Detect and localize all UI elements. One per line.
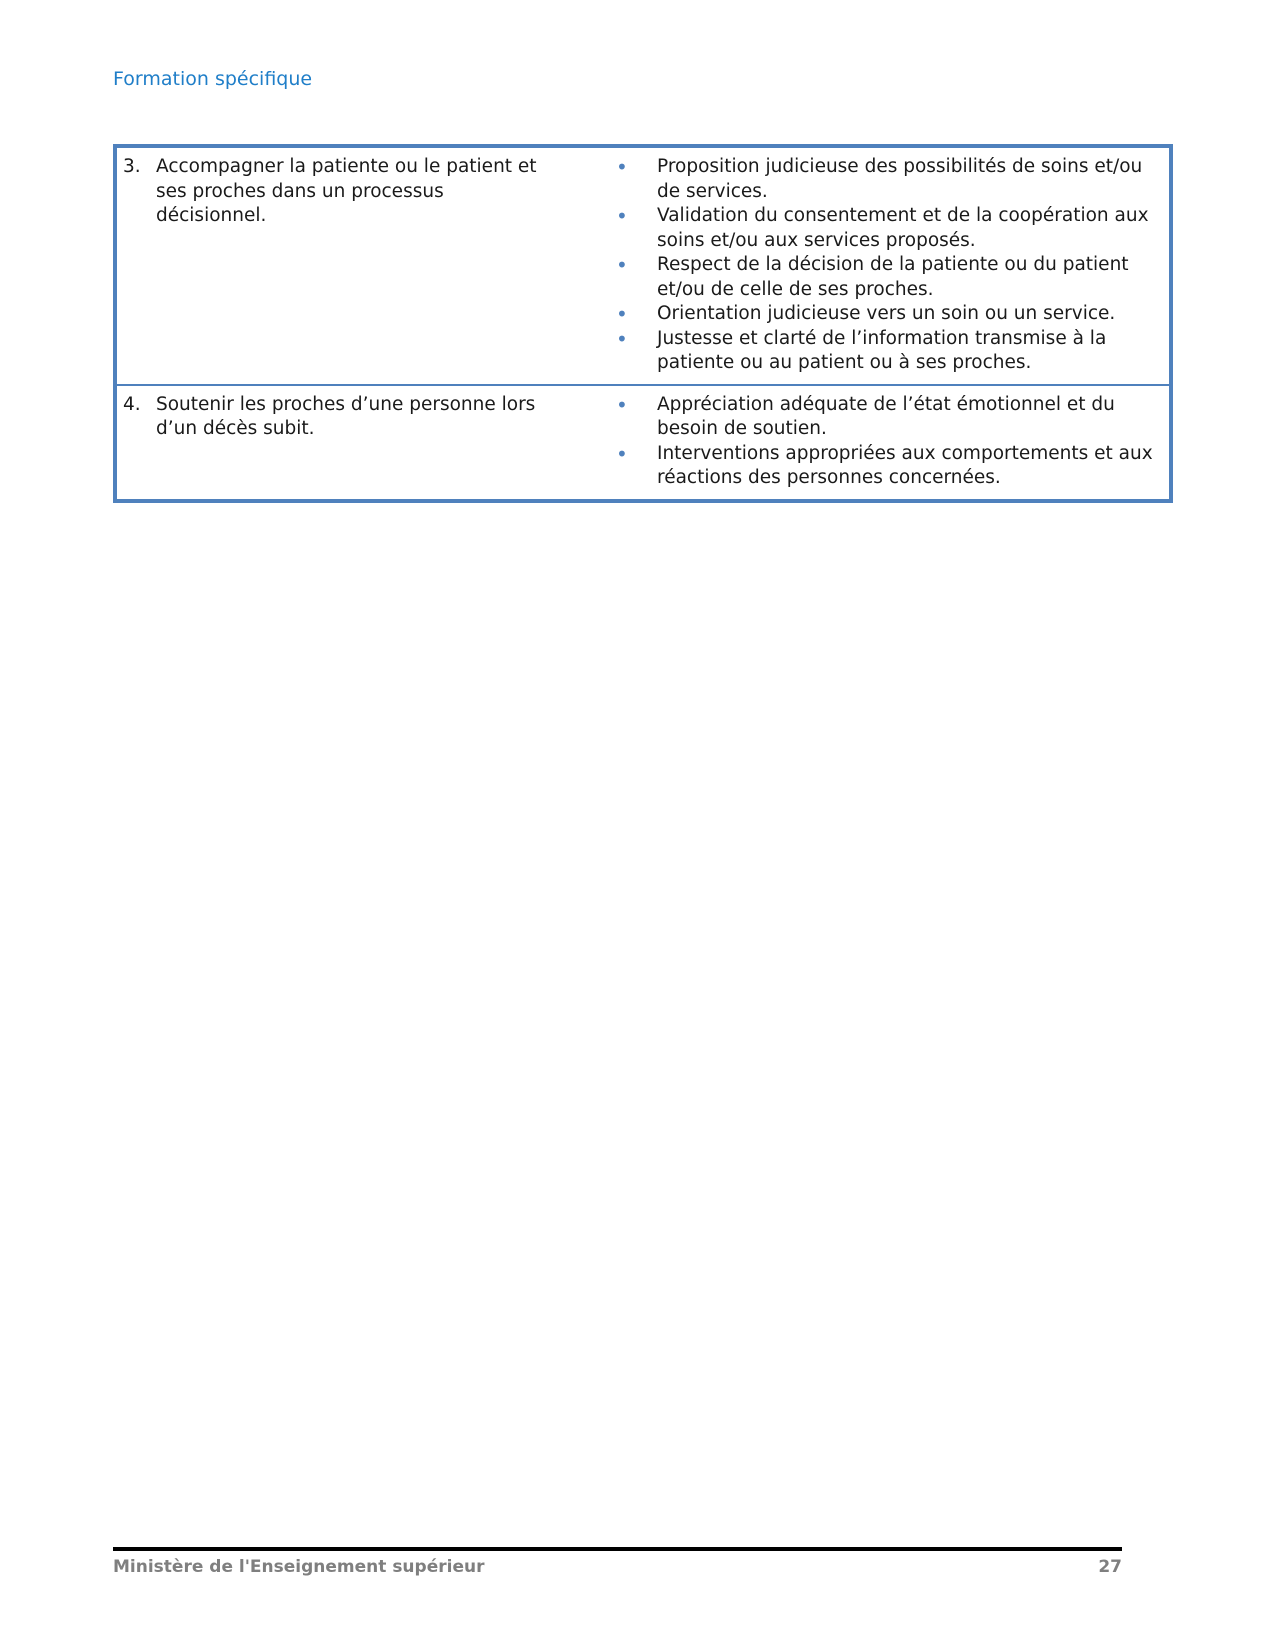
- criteria-item: • Respect de la décision de la patiente ou du patient et/ou de celle de ses proches.: [593, 253, 1163, 302]
- table-row: [115, 146, 1171, 385]
- objective-text: Soutenir les proches d’une personne lors d’un décès subit.: [156, 393, 536, 439]
- footer-divider: [113, 1547, 1122, 1551]
- criteria-item: • Appréciation adéquate de l’état émotionnel et du besoin de soutien.: [593, 393, 1163, 442]
- criteria-list: [593, 393, 1163, 491]
- objective-text: Accompagner la patiente ou le patient et ses proches dans un processus décisionnel.: [156, 156, 537, 226]
- criteria-cell: [587, 146, 1171, 385]
- objective-number: 4.: [123, 393, 141, 415]
- page-header: [113, 68, 312, 90]
- objective-cell: [115, 385, 587, 501]
- table-row: [115, 385, 1171, 501]
- criteria-item: • Interventions appropriées aux comportements et aux réactions des personnes concernées.: [593, 442, 1163, 491]
- page-footer: [113, 1547, 1122, 1577]
- footer-ministry-label: Ministère de l'Enseignement supérieur: [113, 1557, 485, 1577]
- header-title: Formation spécifique: [113, 68, 313, 90]
- criteria-cell: [587, 385, 1171, 501]
- criteria-item: • Proposition judicieuse des possibilités de soins et/ou de services.: [593, 155, 1163, 204]
- criteria-item: • Orientation judicieuse vers un soin ou un service.: [593, 302, 1163, 327]
- competency-table: [113, 144, 1173, 503]
- criteria-item: • Justesse et clarté de l’information transmise à la patiente ou au patient ou à ses proches.: [593, 327, 1163, 376]
- objective-cell: [115, 146, 587, 385]
- objective-number: 3.: [123, 156, 141, 177]
- criteria-list: [593, 155, 1163, 376]
- footer-page-number: 27: [1098, 1557, 1122, 1577]
- criteria-item: • Validation du consentement et de la coopération aux soins et/ou aux services proposés.: [593, 204, 1163, 253]
